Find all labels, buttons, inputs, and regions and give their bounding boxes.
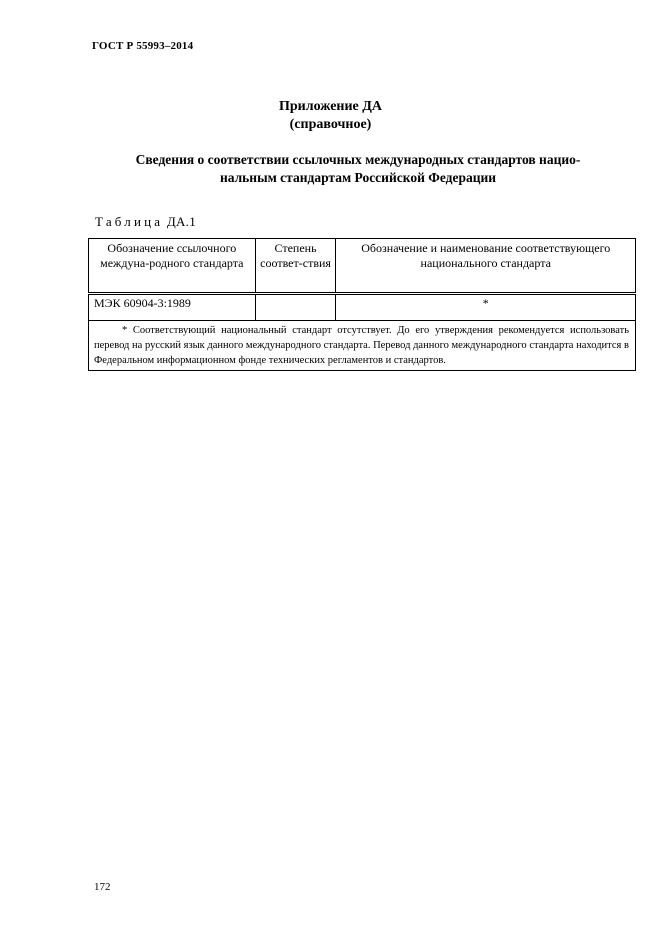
cell-national-standard: * (336, 294, 636, 321)
appendix-title: Приложение ДА (278, 99, 383, 114)
section-title-line-2: нальным стандартам Российской Федерации (219, 170, 497, 185)
column-header-reference-standard: Обозначение ссылочного междуна-родного стандарта (89, 239, 256, 294)
table-footnote: * Соответствующий национальный стандарт отсутствует. До его утверждения рекомендуется использовать перевод на русский язык данного международного стандарта. Перевод данного международного стандарта находится в Федеральном информационном фонде технических регламентов и стандартов. (89, 321, 636, 371)
appendix-subtitle: (справочное) (289, 117, 372, 132)
table-caption-number: ДА.1 (166, 214, 197, 229)
page-number: 172 (94, 881, 111, 893)
appendix-heading (0, 98, 661, 134)
table-footnote-row (89, 321, 636, 371)
table-caption (95, 214, 196, 230)
cell-degree-of-conformity (255, 294, 336, 321)
cell-reference-standard: МЭК 60904-3:1989 (89, 294, 256, 321)
correspondence-table (88, 238, 636, 371)
column-header-degree-of-conformity: Степень соответ-ствия (255, 239, 336, 294)
table-caption-word: Таблица (95, 214, 164, 229)
table-row (89, 294, 636, 321)
document-standard-code: ГОСТ Р 55993–2014 (92, 40, 194, 52)
column-header-national-standard: Обозначение и наименование соответствующего национального стандарта (336, 239, 636, 294)
section-title (98, 151, 618, 187)
table-header-row (89, 239, 636, 294)
section-title-line-1: Сведения о соответствии ссылочных международных стандартов нацио- (135, 152, 581, 167)
